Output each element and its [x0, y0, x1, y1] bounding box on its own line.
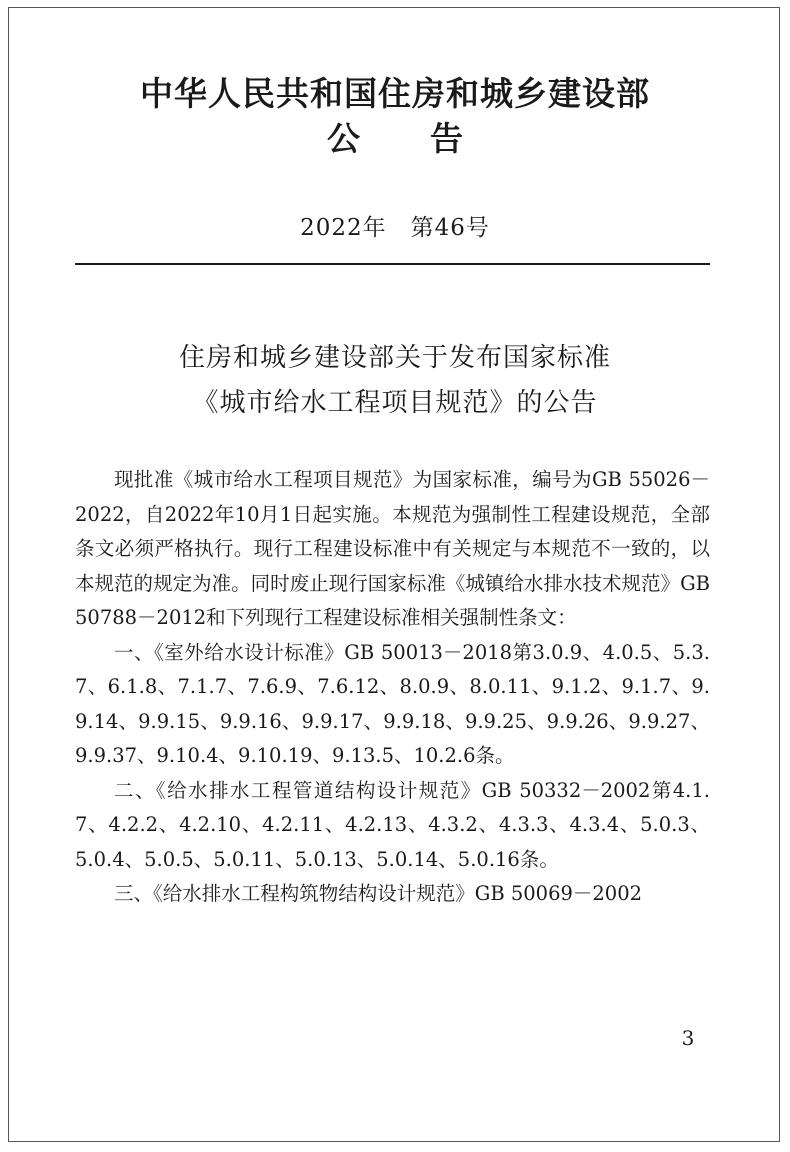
notice-body [75, 463, 710, 912]
document-year: 2022年 [300, 215, 387, 241]
repealed-standard-item-1: 一、《室外给水设计标准》GB 50013－2018第3.0.9、4.0.5、5.3.7、6.1.8、7.1.7、7.6.9、7.6.12、8.0.9、8.0.11、9.1.2、9.1.7、9.9.14、9.9.15、9.9.16、9.9.17、9.9.18、9.9.25、9.9.26、9.9.27、9.9.37、9.10.4、9.10.19、9.13.5、10.2.6条。 [75, 640, 710, 767]
notice-title-line-1: 住房和城乡建设部关于发布国家标准 [178, 343, 611, 373]
document-type-char-1: 公 [327, 119, 360, 158]
document-serial: 第46号 [410, 215, 490, 241]
document-type-char-2: 告 [430, 119, 463, 158]
notice-title-line-2: 《城市给水工程项目规范》的公告 [192, 388, 598, 418]
issuing-authority: 中华人民共和国住房和城乡建设部 [140, 74, 650, 113]
repealed-standard-item-3: 三、《给水排水工程构筑物结构设计规范》GB 50069－2002 [114, 882, 643, 905]
header-divider [75, 263, 710, 265]
document-type [0, 117, 790, 161]
document-number [0, 210, 790, 246]
repealed-standard-item-2: 二、《给水排水工程管道结构设计规范》GB 50332－2002第4.1.7、4.2.2、4.2.10、4.2.11、4.2.13、4.3.2、4.3.3、4.3.4、5.0.3、5.0.4、5.0.5、5.0.11、5.0.13、5.0.14、5.0.16条。 [75, 778, 710, 871]
page-number: 3 [681, 1026, 695, 1050]
body-paragraph: 现批准《城市给水工程项目规范》为国家标准，编号为GB 55026－2022，自2022年10月1日起实施。本规范为强制性工程建设规范，全部条文必须严格执行。现行工程建设标准中有关规定与本规范不一致的，以本规范的规定为准。同时废止现行国家标准《城镇给水排水技术规范》GB 50788－2012和下列现行工程建设标准相关强制性条文： [75, 468, 710, 629]
notice-title [0, 336, 790, 426]
